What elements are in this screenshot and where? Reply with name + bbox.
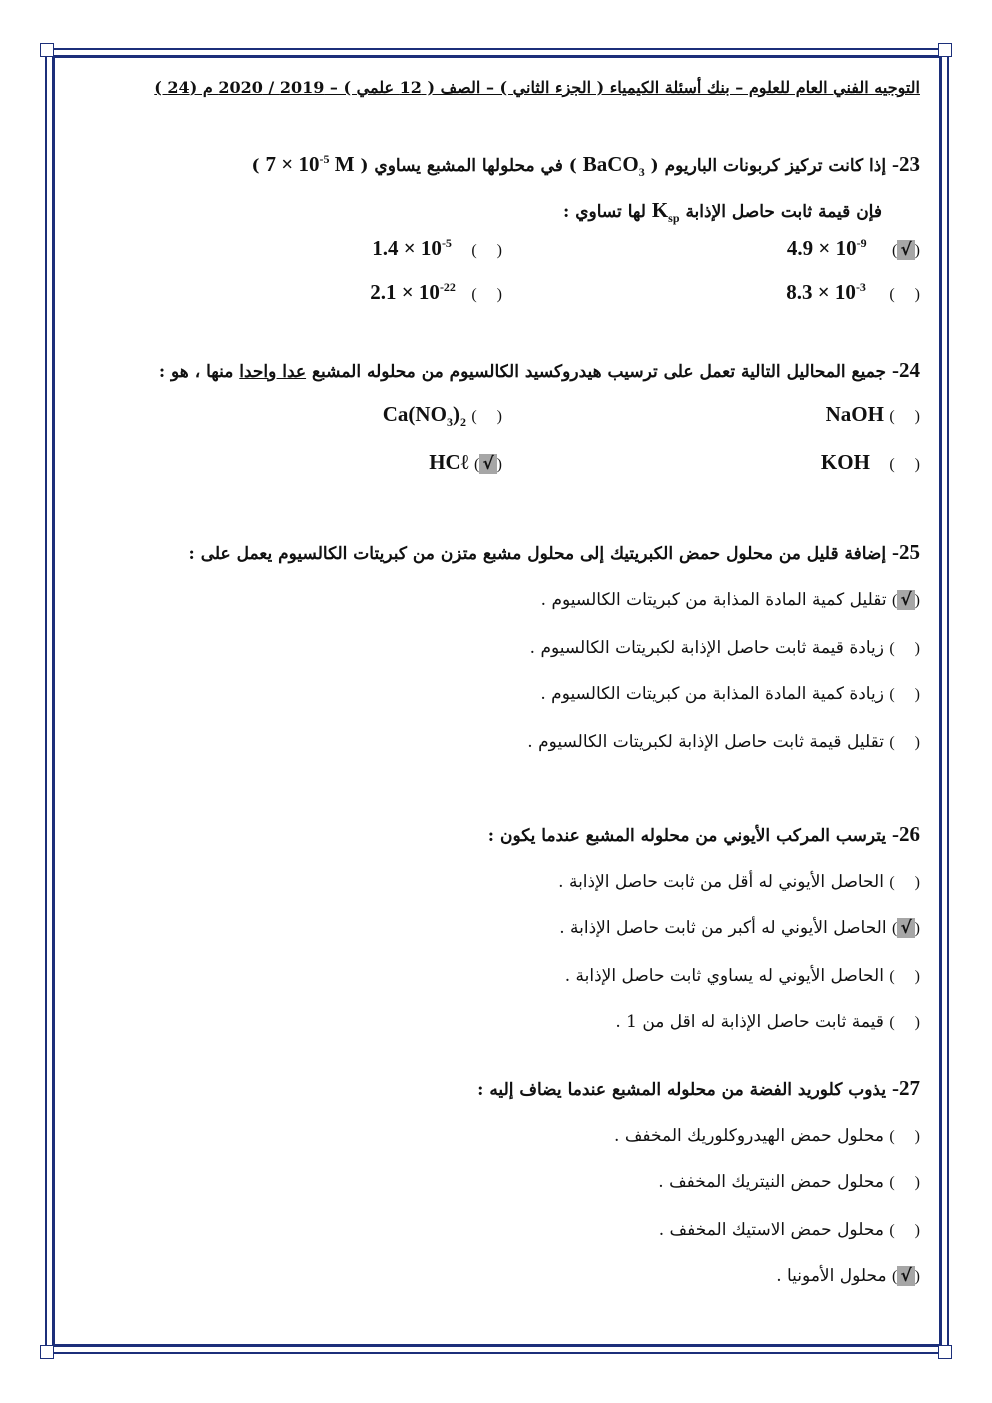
option-27-c[interactable]: () محلول حمض الاستيك المخفف . bbox=[658, 1220, 920, 1240]
check-mark: √ bbox=[479, 454, 496, 474]
frame-corner-ornament bbox=[938, 43, 952, 57]
formula-baco3: BaCO$_3$ bbox=[582, 152, 645, 180]
option-24-a[interactable]: () NaOH bbox=[825, 402, 920, 426]
frame-corner-ornament bbox=[938, 1345, 952, 1359]
option-23-c[interactable]: () $8.3 \times 10^{-3}$ bbox=[786, 280, 920, 304]
option-25-d[interactable]: () تقليل قيمة ثابت حاصل الإذابة لكبريتات الكالسيوم . bbox=[527, 732, 920, 752]
option-23-d[interactable]: () $2.1 \times 10^{-22}$ bbox=[370, 280, 502, 304]
check-mark: √ bbox=[897, 240, 914, 260]
option-26-d[interactable]: () قيمة ثابت حاصل الإذابة له اقل من 1 . bbox=[615, 1012, 920, 1032]
option-25-c[interactable]: () زيادة كمية المادة المذابة من كبريتات الكالسيوم . bbox=[540, 684, 920, 704]
question-26: 26- يترسب المركب الأيوني من محلوله المشبع عندما يكون : bbox=[487, 822, 920, 846]
page-header: التوجيه الفني العام للعلوم – بنك أسئلة الكيمياء ( الجزء الثاني ) – الصف ( 12 علمي ) – 2019 / 2020 م (24 ) bbox=[154, 78, 920, 97]
question-number: 26- bbox=[892, 822, 920, 846]
question-27: 27- يذوب كلوريد الفضة من محلوله المشبع عندما يضاف إليه : bbox=[477, 1076, 920, 1100]
option-25-a[interactable]: (√) تقليل كمية المادة المذابة من كبريتات الكالسيوم . bbox=[540, 590, 920, 610]
question-24: 24- جميع المحاليل التالية تعمل على ترسيب هيدروكسيد الكالسيوم من محلوله المشبع عدا واحدا منها ، هو : bbox=[158, 358, 920, 382]
option-26-b[interactable]: (√) الحاصل الأيوني له أكبر من ثابت حاصل الإذابة . bbox=[559, 918, 920, 938]
question-25: 25- إضافة قليل من محلول حمض الكبريتيك إلى محلول مشبع متزن من كبريتات الكالسيوم يعمل على : bbox=[188, 540, 920, 564]
check-mark: √ bbox=[897, 590, 914, 610]
question-23: 23- إذا كانت تركيز كربونات الباريوم ( BaCO$_3$ ) في محلولها المشبع يساوي ( $7 \times 10^{-5}$ M ) bbox=[251, 152, 920, 180]
option-26-c[interactable]: () الحاصل الأيوني له يساوي ثابت حاصل الإذابة . bbox=[564, 966, 920, 986]
frame-corner-ornament bbox=[40, 1345, 54, 1359]
frame-corner-ornament bbox=[40, 43, 54, 57]
option-24-b[interactable]: () $Ca(NO_3)_2$ bbox=[382, 402, 502, 430]
check-mark: √ bbox=[897, 918, 914, 938]
option-27-d[interactable]: (√) محلول الأمونيا . bbox=[776, 1266, 920, 1286]
question-number: 25- bbox=[892, 540, 920, 564]
check-mark: √ bbox=[897, 1266, 914, 1286]
question-number: 24- bbox=[892, 358, 920, 382]
option-24-d[interactable]: (√) HCℓ bbox=[429, 450, 502, 474]
concentration-value: $7 \times 10^{-5}$ M bbox=[265, 152, 355, 176]
option-23-a[interactable]: (√) $4.9 \times 10^{-9}$ bbox=[786, 236, 920, 260]
option-27-a[interactable]: () محلول حمض الهيدروكلوريك المخفف . bbox=[614, 1126, 920, 1146]
ksp-symbol: $K_{sp}$ bbox=[651, 198, 680, 226]
question-23-line2: فإن قيمة ثابت حاصل الإذابة $K_{sp}$ لها تساوي : bbox=[563, 198, 882, 226]
option-25-b[interactable]: () زيادة قيمة ثابت حاصل الإذابة لكبريتات الكالسيوم . bbox=[529, 638, 920, 658]
option-23-b[interactable]: () $1.4 \times 10^{-5}$ bbox=[372, 236, 502, 260]
option-27-b[interactable]: () محلول حمض النيتريك المخفف . bbox=[658, 1172, 920, 1192]
question-number: 23- bbox=[892, 152, 920, 176]
option-26-a[interactable]: () الحاصل الأيوني له أقل من ثابت حاصل الإذابة . bbox=[558, 872, 920, 892]
option-24-c[interactable]: () KOH bbox=[820, 450, 920, 474]
question-number: 27- bbox=[892, 1076, 920, 1100]
